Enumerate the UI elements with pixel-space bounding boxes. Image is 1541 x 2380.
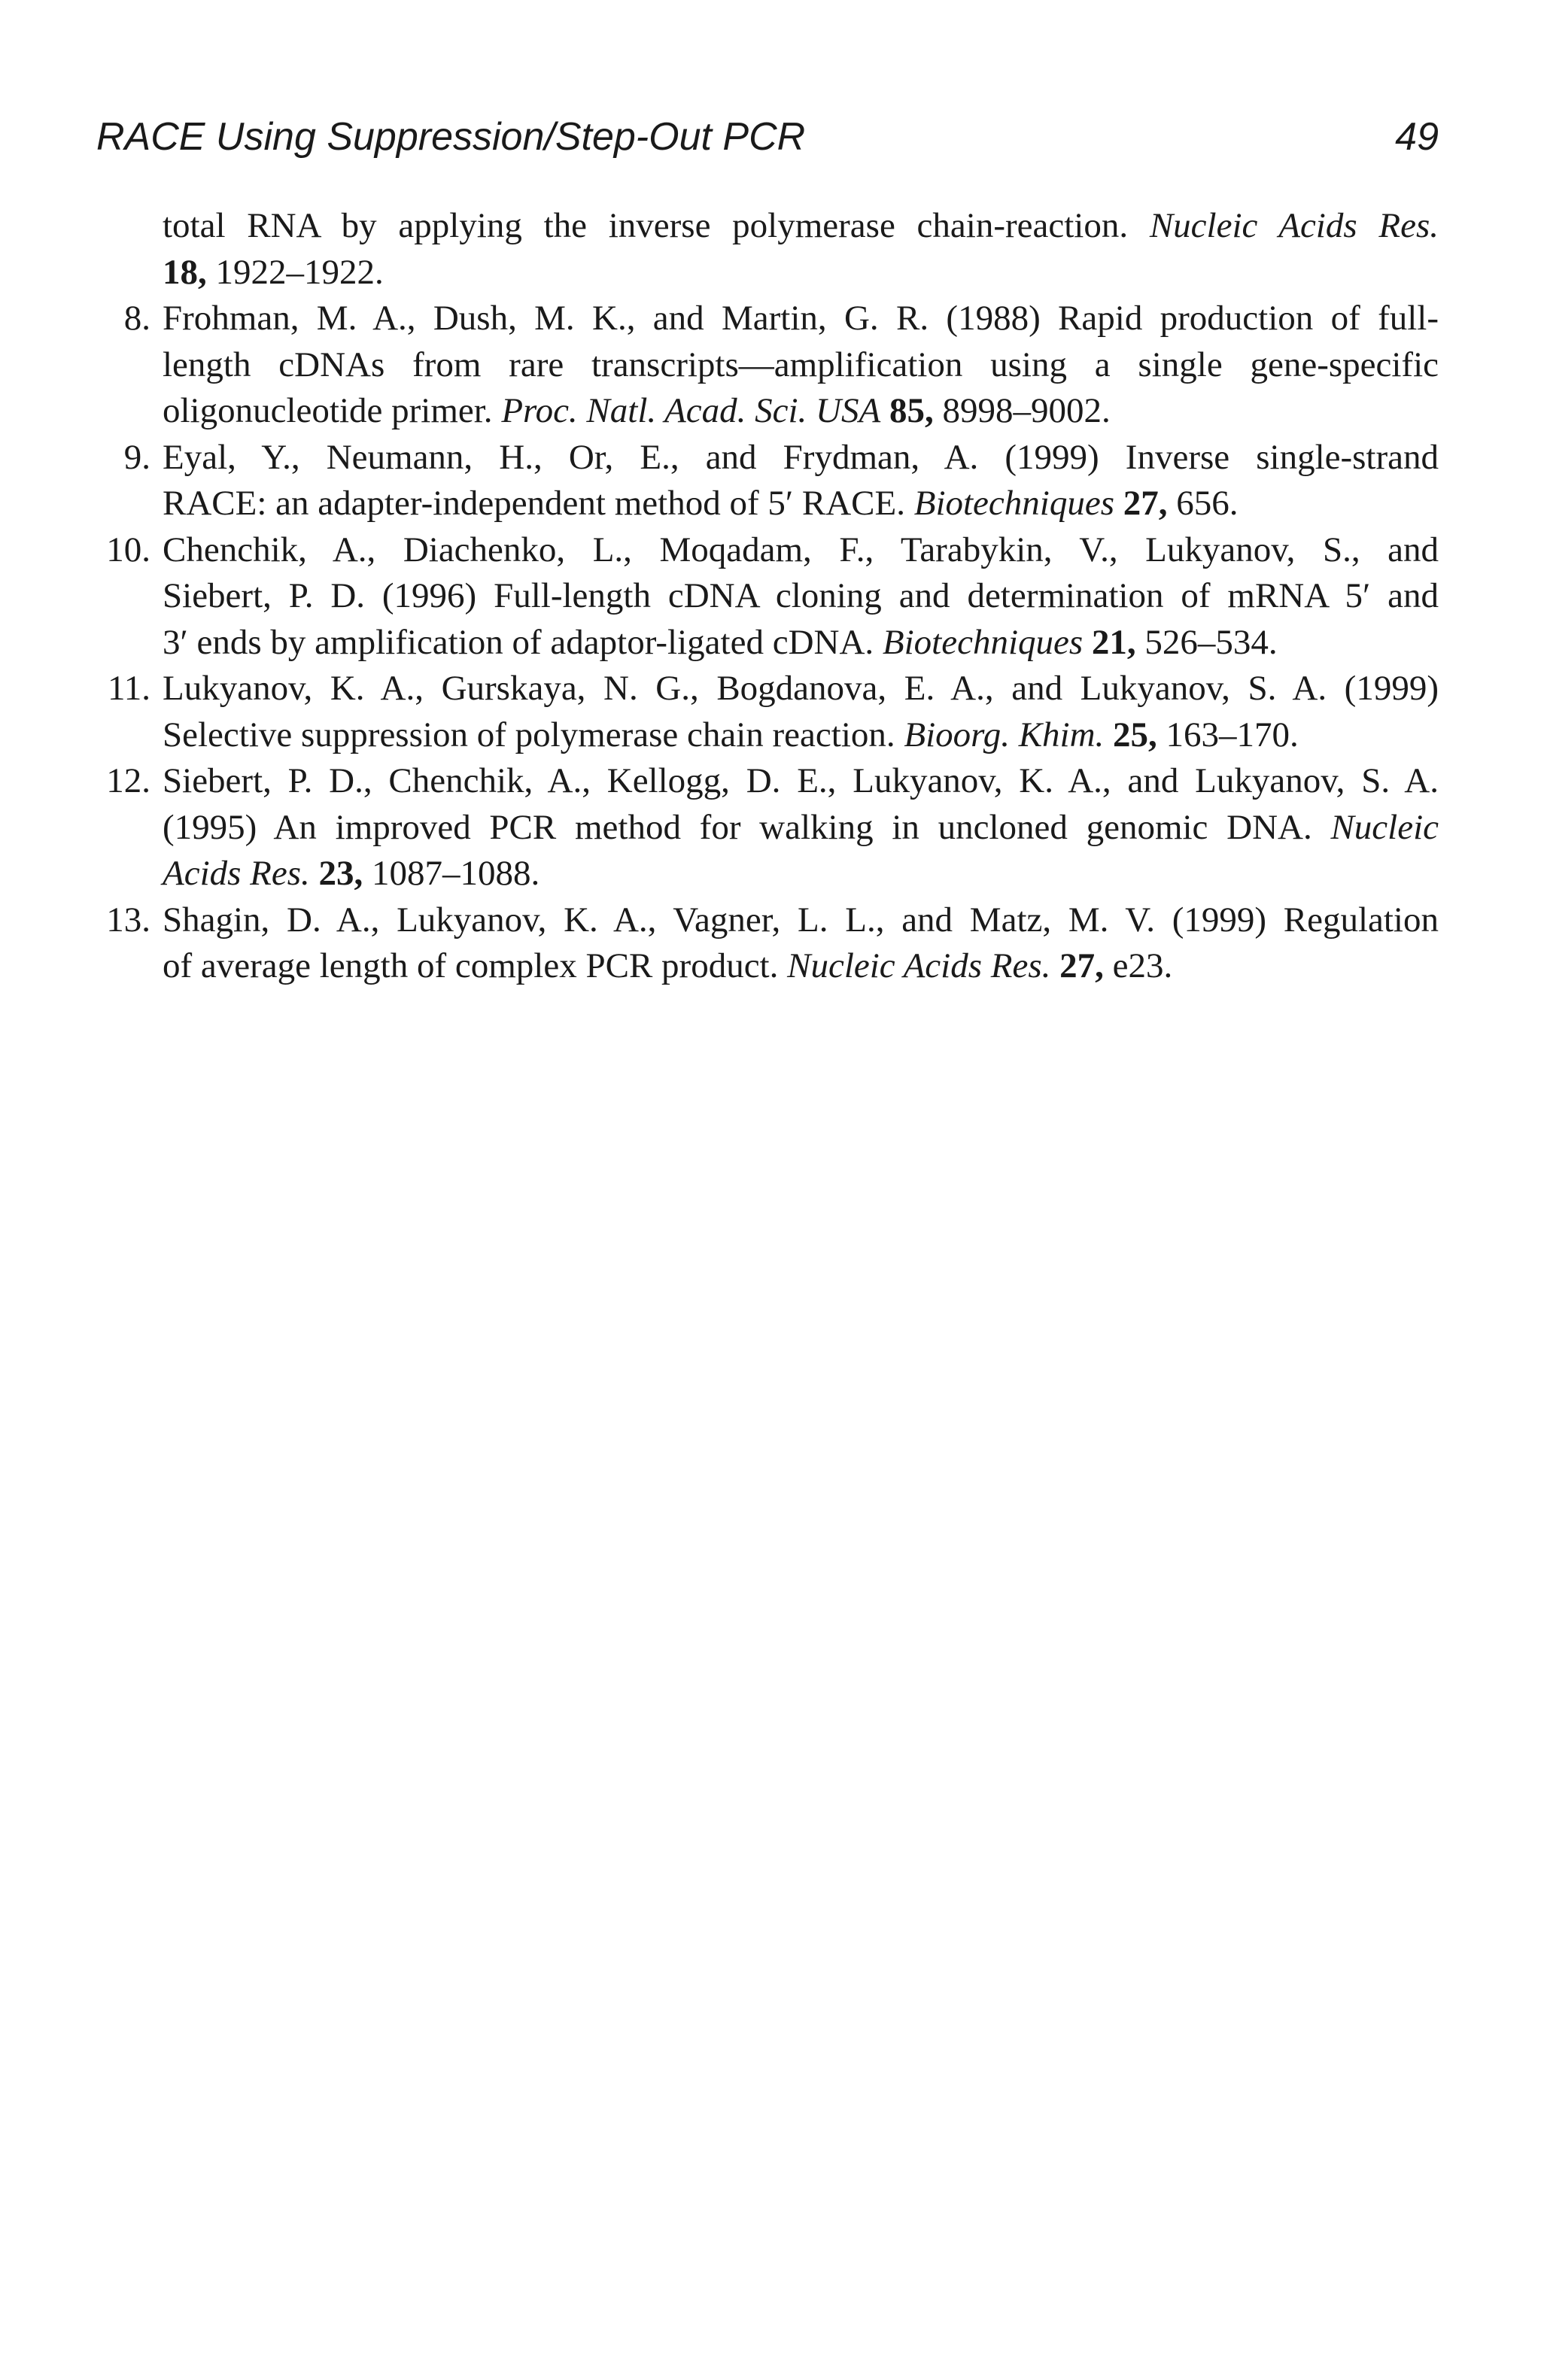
page-number: 49	[1395, 115, 1439, 159]
reference-line	[163, 851, 1439, 897]
reference-text: 656.	[1167, 484, 1239, 523]
reference-line	[163, 435, 1439, 481]
volume-number: 85,	[889, 391, 934, 430]
reference-text: oligonucleotide primer.	[163, 391, 502, 430]
reference-entry	[96, 666, 1439, 758]
reference-entry	[96, 527, 1439, 666]
journal-name: Proc. Natl. Acad. Sci. USA	[501, 391, 881, 430]
reference-text: Siebert, P. D., Chenchik, A., Kellogg, D. E., Lukyanov, K. A., and Lukyanov, S. A.	[163, 761, 1439, 800]
volume-number: 18,	[163, 252, 207, 292]
volume-number: 27,	[1059, 946, 1104, 985]
reference-line	[163, 342, 1439, 389]
reference-line	[163, 250, 1439, 296]
reference-text	[880, 391, 889, 430]
reference-entry	[96, 897, 1439, 990]
reference-line	[163, 527, 1439, 574]
reference-text: 526–534.	[1135, 622, 1278, 662]
reference-line	[163, 666, 1439, 712]
reference-text	[1050, 946, 1059, 985]
volume-number: 25,	[1113, 715, 1157, 754]
reference-text: Lukyanov, K. A., Gurskaya, N. G., Bogdanova, E. A., and Lukyanov, S. A. (1999)	[163, 669, 1439, 708]
journal-name: Nucleic Acids Res.	[1149, 206, 1439, 245]
reference-text: e23.	[1103, 946, 1173, 985]
reference-text: 8998–9002.	[933, 391, 1111, 430]
reference-text	[1114, 484, 1123, 523]
reference-line	[163, 296, 1439, 342]
reference-text: Chenchik, A., Diachenko, L., Moqadam, F., Tarabykin, V., Lukyanov, S., and	[163, 530, 1439, 569]
reference-line	[163, 805, 1439, 852]
journal-name: Bioorg. Khim.	[904, 715, 1105, 754]
journal-name: Nucleic Acids Res.	[787, 946, 1051, 985]
reference-number: 13.	[106, 900, 150, 940]
journal-name: Nucleic	[1330, 807, 1439, 847]
reference-text: 163–170.	[1157, 715, 1299, 754]
reference-text: 3′ ends by amplification of adaptor-ligated cDNA.	[163, 622, 883, 662]
reference-number: 9.	[123, 437, 150, 477]
reference-entry	[96, 203, 1439, 296]
volume-number: 21,	[1091, 622, 1136, 662]
reference-line	[163, 481, 1439, 527]
reference-text: (1995) An improved PCR method for walking in uncloned genomic DNA.	[163, 807, 1331, 847]
journal-name: Biotechniques	[882, 622, 1084, 662]
reference-text: Eyal, Y., Neumann, H., Or, E., and Frydman, A. (1999) Inverse single-strand	[163, 437, 1439, 477]
reference-number: 10.	[106, 530, 150, 569]
reference-text: Frohman, M. A., Dush, M. K., and Martin, G. R. (1988) Rapid production of full-	[163, 299, 1439, 338]
reference-line	[163, 758, 1439, 805]
journal-name: Acids Res.	[163, 854, 310, 893]
reference-text: Shagin, D. A., Lukyanov, K. A., Vagner, L. L., and Matz, M. V. (1999) Regulation	[163, 900, 1439, 940]
reference-text	[310, 854, 319, 893]
reference-line	[163, 897, 1439, 944]
reference-text: 1922–1922.	[206, 252, 384, 292]
reference-line	[163, 388, 1439, 435]
reference-number: 11.	[107, 669, 150, 708]
reference-entry	[96, 758, 1439, 897]
page-header	[96, 113, 1439, 161]
reference-line	[163, 712, 1439, 759]
reference-line	[163, 573, 1439, 620]
journal-name: Biotechniques	[913, 484, 1114, 523]
reference-text: RACE: an adapter-independent method of 5′ RACE.	[163, 484, 914, 523]
volume-number: 23,	[318, 854, 363, 893]
reference-text: of average length of complex PCR product.	[163, 946, 788, 985]
reference-text	[1104, 715, 1113, 754]
running-title: RACE Using Suppression/Step-Out PCR	[96, 115, 806, 159]
reference-text: total RNA by applying the inverse polymerase chain-reaction.	[163, 206, 1150, 245]
reference-line	[163, 943, 1439, 990]
reference-number: 8.	[123, 299, 150, 338]
reference-text: Siebert, P. D. (1996) Full-length cDNA cloning and determination of mRNA 5′ and	[163, 576, 1439, 615]
reference-entry	[96, 435, 1439, 527]
reference-text: Selective suppression of polymerase chain reaction.	[163, 715, 904, 754]
reference-line	[163, 203, 1439, 250]
reference-text	[1083, 623, 1092, 662]
reference-entry	[96, 296, 1439, 435]
reference-text: 1087–1088.	[363, 854, 540, 893]
reference-number: 12.	[106, 761, 150, 800]
volume-number: 27,	[1123, 484, 1168, 523]
reference-line	[163, 620, 1439, 666]
reference-text: length cDNAs from rare transcripts—amplification using a single gene-specific	[163, 345, 1439, 384]
reference-list	[96, 203, 1439, 990]
